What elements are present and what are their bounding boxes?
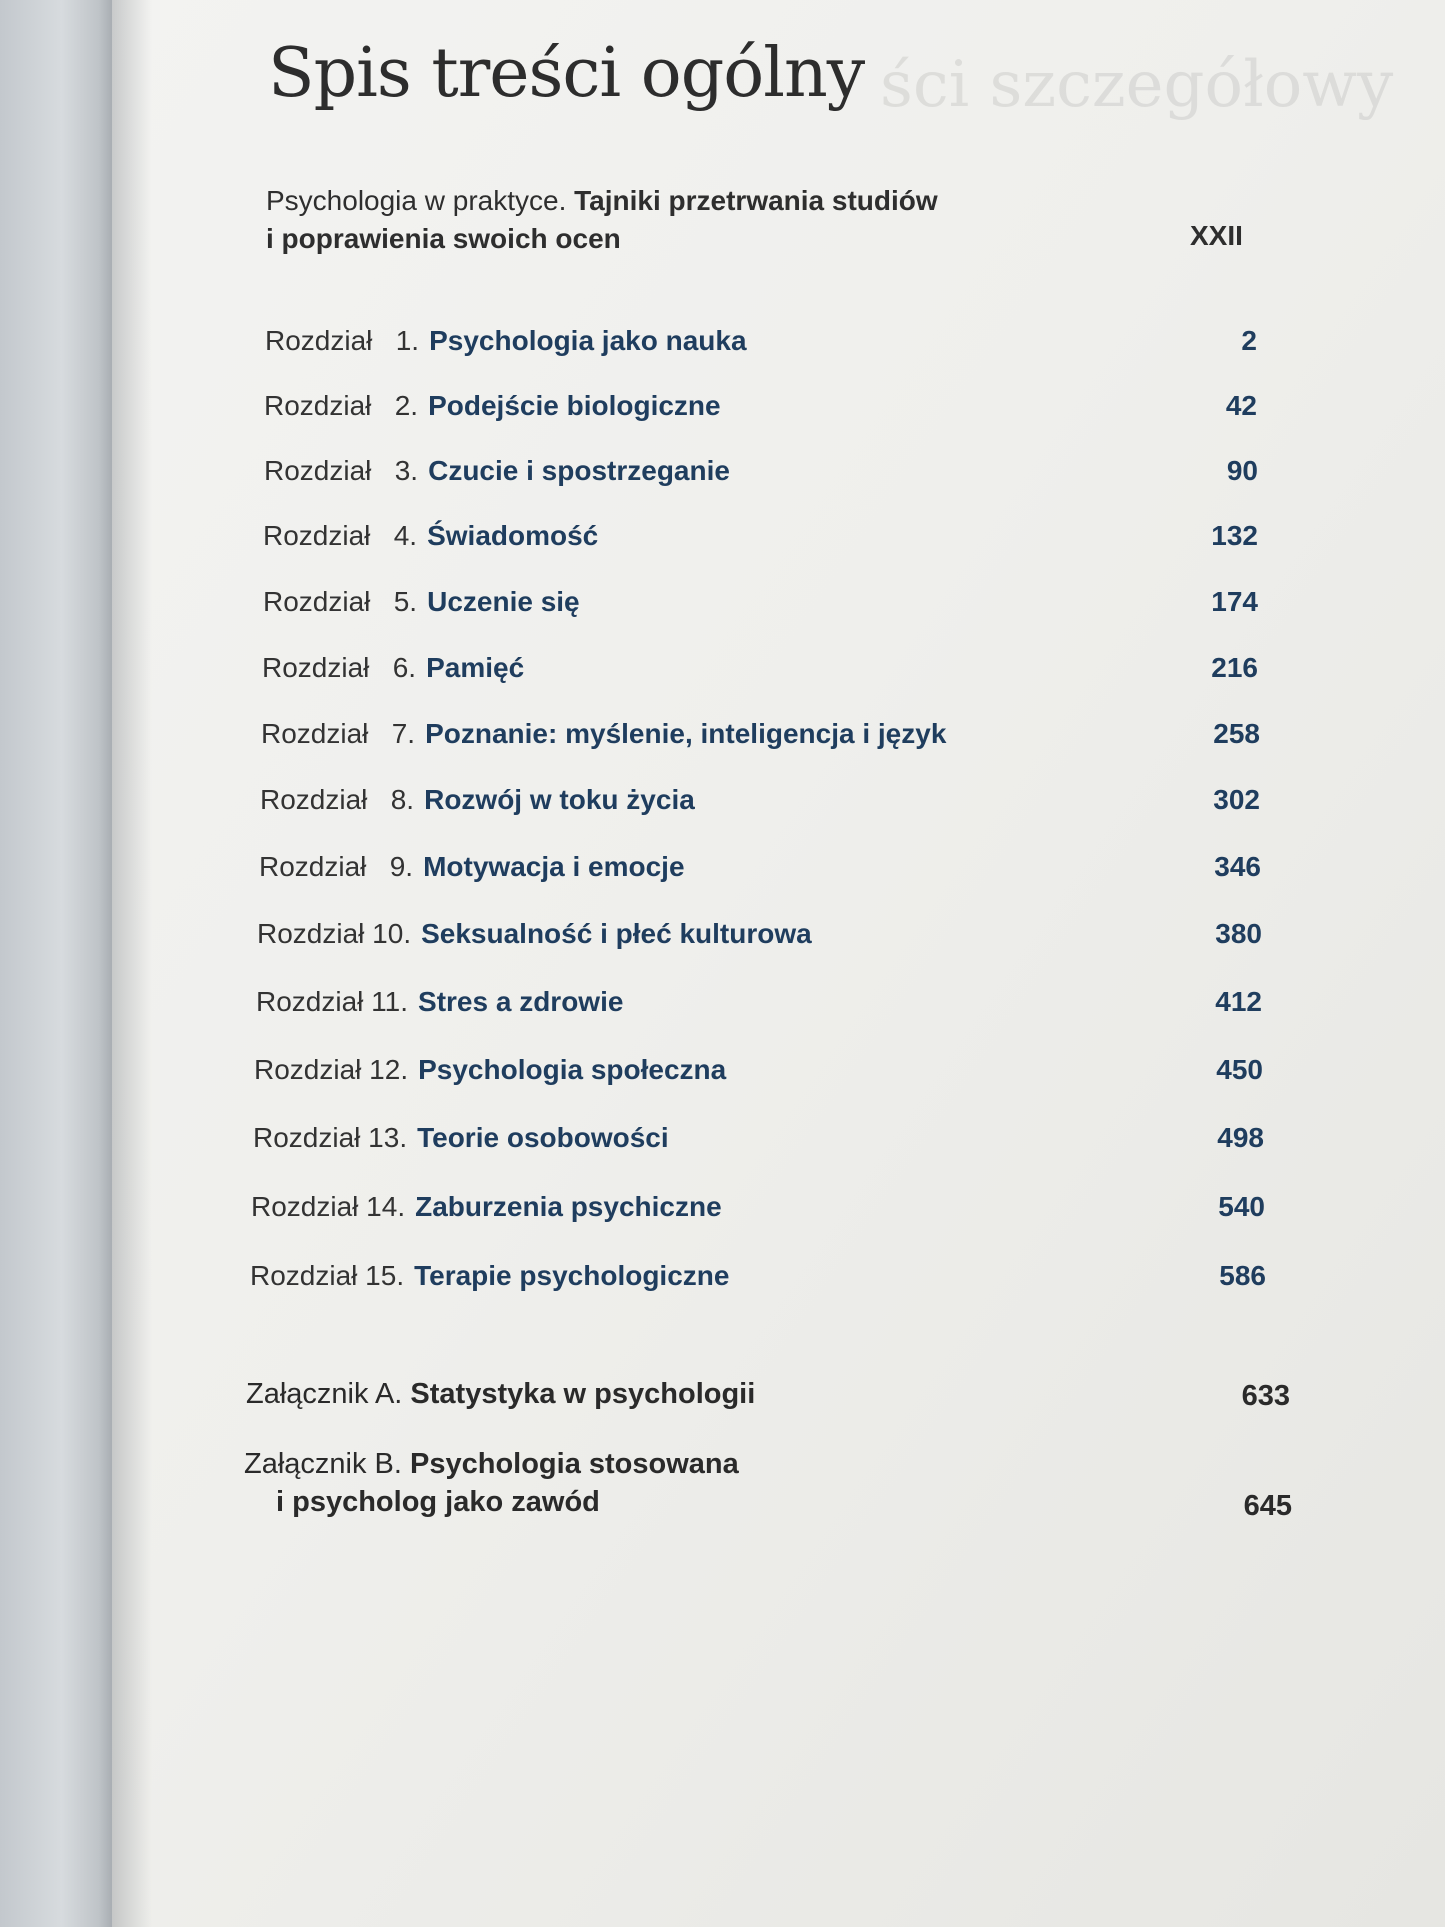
chapter-page-number: 540 [1218, 1191, 1265, 1222]
book-spine [0, 0, 112, 1927]
chapter-entry [251, 1191, 722, 1223]
chapter-number: 12. [369, 1054, 409, 1085]
chapter-page-number: 2 [1241, 325, 1257, 356]
chapter-title: Poznanie: myślenie, inteligencja i język [425, 718, 947, 749]
chapter-number: 9. [389, 851, 414, 882]
chapter-title: Motywacja i emocje [423, 851, 685, 882]
chapter-title: Rozwój w toku życia [424, 784, 695, 815]
chapter-title: Psychologia jako nauka [429, 325, 747, 356]
appendix-entry [246, 1378, 755, 1411]
intro-title-line1: Tajniki przetrwania studiów [574, 185, 938, 216]
page-gutter-shadow [112, 0, 152, 1927]
chapter-page-number: 258 [1213, 718, 1260, 749]
chapter-label: Rozdział [254, 1054, 362, 1085]
appendix-label: Załącznik B. [244, 1448, 410, 1480]
chapter-number: 11. [371, 986, 409, 1017]
chapter-page-number: 586 [1219, 1260, 1266, 1291]
chapter-label: Rozdział [251, 1191, 359, 1222]
chapter-page-number: 42 [1225, 390, 1257, 421]
chapter-label: Rozdział [261, 718, 369, 749]
book-page [112, 0, 1445, 1927]
chapter-entry [257, 918, 812, 950]
chapter-label: Rozdział [262, 652, 370, 683]
chapter-title: Zaburzenia psychiczne [415, 1191, 722, 1222]
chapter-label: Rozdział [253, 1122, 361, 1153]
chapter-number: 1. [395, 325, 420, 356]
chapter-label: Rozdział [250, 1260, 358, 1291]
appendix-entry [244, 1448, 739, 1481]
chapter-page-number: 380 [1215, 918, 1262, 949]
chapter-number: 7. [391, 718, 416, 749]
chapter-label: Rozdział [265, 325, 373, 356]
chapter-entry [259, 851, 685, 883]
chapter-page-number: 174 [1211, 586, 1258, 617]
chapter-page-number: 302 [1213, 784, 1260, 815]
chapter-title: Psychologia społeczna [418, 1054, 727, 1085]
chapter-page-number: 132 [1211, 520, 1258, 551]
chapter-page-number: 450 [1216, 1054, 1263, 1085]
chapter-entry [264, 455, 730, 487]
chapter-entry [264, 390, 721, 422]
chapter-number: 13. [368, 1122, 408, 1153]
chapter-number: 4. [393, 520, 418, 551]
chapter-label: Rozdział [260, 784, 368, 815]
chapter-page-number: 216 [1211, 652, 1258, 683]
chapter-title: Seksualność i płeć kulturowa [421, 918, 812, 949]
chapter-label: Rozdział [259, 851, 367, 882]
chapter-entry [265, 325, 747, 357]
appendix-title-line2: i psycholog jako zawód [276, 1486, 600, 1518]
chapter-title: Podejście biologiczne [428, 390, 721, 421]
appendix-label: Załącznik A. [246, 1378, 411, 1410]
chapter-title: Świadomość [427, 520, 599, 551]
chapter-entry [260, 784, 695, 816]
chapter-page-number: 412 [1215, 986, 1262, 1017]
chapter-label: Rozdział [263, 520, 371, 551]
show-through-text: ści szczegółowy [880, 48, 1394, 122]
chapter-title: Stres a zdrowie [418, 986, 624, 1017]
chapter-title: Terapie psychologiczne [414, 1260, 730, 1291]
chapter-entry [262, 652, 524, 684]
chapter-number: 5. [393, 586, 418, 617]
intro-entry [266, 182, 1266, 258]
chapter-label: Rozdział [263, 586, 371, 617]
chapter-number: 6. [392, 652, 417, 683]
intro-lead: Psychologia w praktyce. [266, 185, 575, 216]
chapter-entry [263, 520, 598, 552]
chapter-number: 8. [390, 784, 415, 815]
chapter-entry [254, 1054, 726, 1086]
chapter-label: Rozdział [264, 455, 372, 486]
appendix-page-number: 645 [1243, 1490, 1292, 1522]
intro-title-line2: i poprawienia swoich ocen [266, 223, 621, 254]
chapter-number: 3. [394, 455, 419, 486]
appendix-title: Psychologia stosowana [410, 1448, 739, 1480]
chapter-label: Rozdział [264, 390, 372, 421]
chapter-number: 14. [366, 1191, 406, 1222]
chapter-label: Rozdział [256, 986, 364, 1017]
chapter-title: Czucie i spostrzeganie [428, 455, 730, 486]
chapter-page-number: 346 [1214, 851, 1261, 882]
chapter-title: Pamięć [426, 652, 525, 683]
intro-page-number: XXII [1190, 220, 1243, 251]
chapter-label: Rozdział [257, 918, 365, 949]
appendix-title: Statystyka w psychologii [410, 1378, 756, 1410]
chapter-entry [250, 1260, 729, 1292]
chapter-page-number: 90 [1226, 455, 1258, 486]
chapter-entry [261, 718, 946, 750]
page-title: Spis treści ogólny [268, 34, 865, 113]
chapter-title: Uczenie się [427, 586, 580, 617]
chapter-entry [253, 1122, 669, 1154]
chapter-number: 15. [365, 1260, 405, 1291]
chapter-entry [263, 586, 580, 618]
appendix-page-number: 633 [1241, 1380, 1290, 1412]
chapter-title: Teorie osobowości [417, 1122, 669, 1153]
chapter-entry [256, 986, 623, 1018]
chapter-page-number: 498 [1217, 1122, 1264, 1153]
chapter-number: 10. [372, 918, 412, 949]
chapter-number: 2. [394, 390, 419, 421]
